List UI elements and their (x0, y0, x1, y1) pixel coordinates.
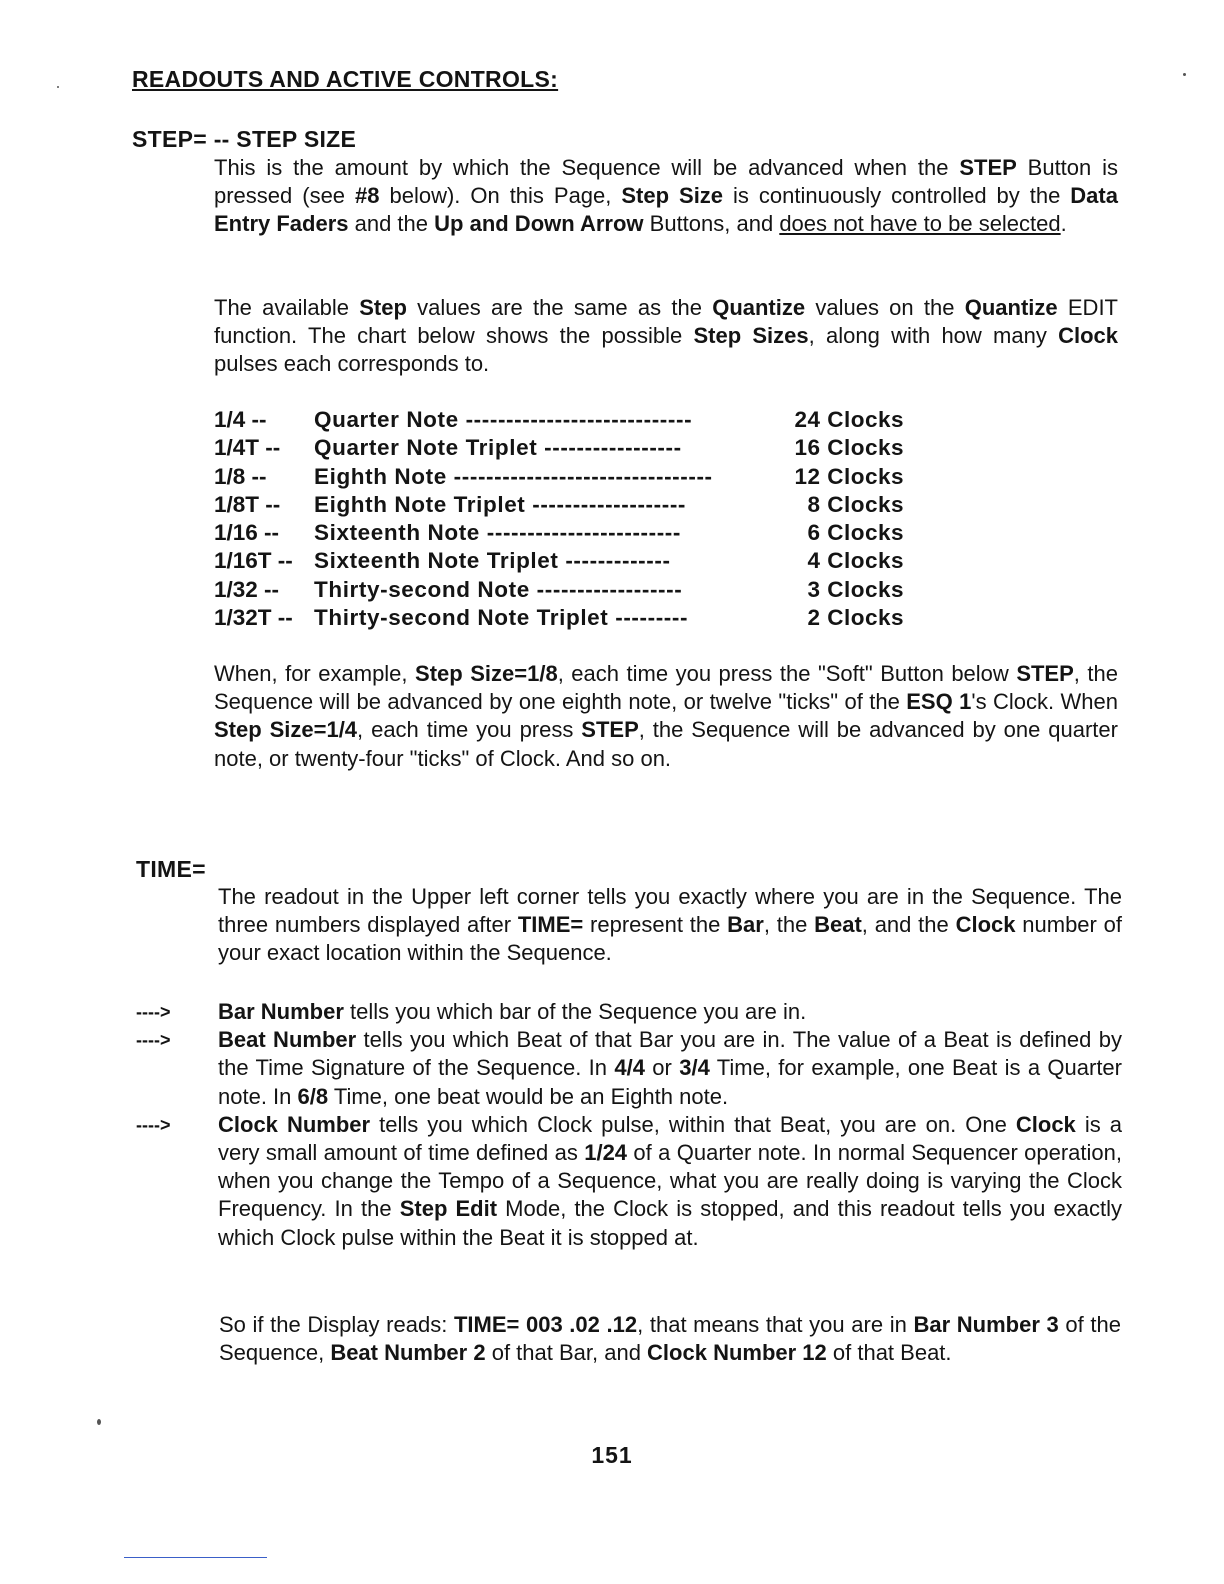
clock-table-row (214, 604, 914, 632)
arrow-bullet-icon: ----> (136, 1114, 171, 1135)
step-size-code: 1/8T -- (214, 491, 281, 517)
text-run: is continuously controlled by the (723, 183, 1071, 209)
text-run: represent the (583, 912, 728, 938)
clock-table-row (214, 519, 914, 547)
text-run: , the (763, 912, 815, 938)
text-run: or (644, 1055, 680, 1081)
bold-text: Data Entry Faders (214, 183, 1118, 237)
bold-text: Clock Number (218, 1111, 371, 1137)
note-name: Quarter Note ---------------------------- (314, 407, 693, 432)
time-example-paragraph (219, 1311, 1121, 1367)
note-name: Eighth Note Triplet ------------------- (314, 491, 687, 517)
text-run: number of your exact location within the Sequence. (218, 912, 1122, 966)
step-section-title: STEP= -- STEP SIZE (132, 126, 357, 152)
bold-text: Bar Number (218, 999, 344, 1024)
step-size-code: 1/8 -- (214, 463, 267, 489)
clock-count: 2 Clocks (807, 605, 904, 631)
step-size-code: 1/4T -- (214, 435, 281, 461)
bold-text: Step Edit (399, 1196, 498, 1222)
bold-text: Bar (727, 912, 764, 938)
text-run: , each time you press (357, 717, 582, 743)
time-readout-bullet-list (136, 998, 1126, 1252)
page-heading: READOUTS AND ACTIVE CONTROLS: (132, 66, 559, 92)
clock-count: 3 Clocks (807, 576, 904, 602)
bold-text: Step Size=1/8 (415, 661, 558, 686)
note-name: Thirty-second Note ------------------ (314, 576, 683, 602)
clock-table-row (214, 434, 914, 462)
text-run: , the Sequence will be advanced by one quarter note, or twenty-four "ticks" of Clock. And so on. (214, 717, 1118, 771)
clock-count: 6 Clocks (807, 520, 904, 546)
step-size-code: 1/32T -- (214, 605, 293, 631)
bold-text: Up and Down Arrow (434, 211, 644, 237)
bold-text: Clock (1015, 1111, 1076, 1137)
bold-text: Bar Number 3 (913, 1312, 1059, 1337)
bold-text: 1/24 (584, 1140, 628, 1166)
step-size-code: 1/4 -- (214, 407, 267, 432)
time-description-paragraph (218, 883, 1122, 968)
text-run: . (1060, 211, 1067, 237)
text-run: 's Clock. When (971, 689, 1119, 715)
text-run: EDIT function. The chart below shows the possible (214, 295, 1118, 349)
bold-text: #8 (355, 183, 380, 209)
step-size-code: 1/32 -- (214, 576, 280, 602)
scan-speck (1183, 73, 1186, 76)
bold-text: 6/8 (297, 1083, 329, 1109)
bold-text: Clock (1058, 323, 1119, 349)
bold-text: 3/4 (679, 1055, 710, 1081)
scan-speck (57, 86, 59, 88)
time-readout-bullet (136, 1026, 1126, 1111)
footer-rule (124, 1557, 267, 1558)
text-run: is a very small amount of time defined as (218, 1111, 1122, 1166)
arrow-bullet-icon: ----> (136, 1002, 171, 1022)
note-name: Sixteenth Note Triplet ------------- (314, 548, 671, 574)
text-run: So if the Display reads: (219, 1312, 454, 1337)
bold-text: Quantize (712, 295, 806, 320)
step-size-code: 1/16T -- (214, 548, 293, 574)
text-run: , the Sequence will be advanced by one eighth note, or twelve "ticks" of the (214, 661, 1118, 715)
clock-table-row (214, 463, 914, 491)
text-run: The readout in the Upper left corner tells you exactly where you are in the Sequence. The three numbers displayed after (218, 884, 1122, 938)
clock-table-row (214, 491, 914, 519)
text-run: This is the amount by which the Sequence will be advanced when the (214, 155, 960, 180)
time-section-title: TIME= (136, 856, 206, 882)
time-readout-bullet (136, 1111, 1126, 1252)
bullet-text (218, 1026, 1122, 1111)
text-run: of a Quarter note. In normal Sequencer operation, when you change the Tempo of a Sequence, what you are really doing is varying the Clock Frequency. In the (218, 1140, 1122, 1222)
text-run: values are the same as the (406, 295, 713, 320)
bold-text: STEP (1016, 661, 1074, 686)
text-run: Buttons, and (643, 211, 780, 237)
text-run: The available (214, 295, 360, 320)
text-run: below). On this Page, (379, 183, 622, 209)
step-values-paragraph (214, 294, 1118, 379)
clock-table-row (214, 547, 914, 575)
bold-text: Step Size=1/4 (214, 717, 358, 743)
text-run: Time, one beat would be an Eighth note. (328, 1083, 729, 1109)
text-run: tells you which Beat of that Bar you are in. The value of a Beat is defined by the Time Signature of the Sequence. In (218, 1027, 1122, 1081)
text-run: tells you which bar of the Sequence you are in. (343, 999, 807, 1024)
text-run: Time, for example, one Beat is a Quarter note. In (218, 1055, 1122, 1109)
step-size-code: 1/16 -- (214, 520, 280, 546)
note-name: Eighth Note -------------------------------- (314, 463, 713, 489)
text-run: When, for example, (214, 661, 416, 686)
text-run: tells you which Clock pulse, within that Beat, you are on. One (370, 1111, 1016, 1137)
clock-count: 4 Clocks (807, 548, 904, 574)
bold-text: Clock Number 12 (647, 1340, 827, 1366)
underlined-text: does not have to be selected (779, 211, 1061, 237)
bold-text: STEP (581, 717, 639, 743)
bold-text: Clock (955, 912, 1016, 938)
step-size-clock-table (214, 406, 914, 632)
arrow-bullet-icon: ----> (136, 1030, 171, 1051)
clock-table-row (214, 406, 914, 434)
text-run: pulses each corresponds to. (214, 351, 490, 377)
scan-speck (97, 1419, 101, 1425)
clock-count: 8 Clocks (807, 491, 904, 517)
step-example-paragraph (214, 660, 1118, 773)
bullet-text (218, 998, 1122, 1026)
bold-text: Beat Number 2 (330, 1340, 486, 1366)
clock-table-row (214, 576, 914, 604)
time-readout-bullet (136, 998, 1126, 1026)
text-run: , and the (861, 912, 956, 938)
bold-text: Step Size (621, 183, 724, 209)
bold-text: TIME= 003 .02 .12 (453, 1312, 638, 1337)
bold-text: STEP (959, 155, 1017, 180)
text-run: of the Sequence, (219, 1312, 1121, 1366)
page-number: 151 (591, 1442, 633, 1468)
text-run: , each time you press the "Soft" Button below (557, 661, 1017, 686)
clock-count: 16 Clocks (794, 435, 904, 461)
step-description-paragraph (214, 154, 1118, 239)
text-run: , that means that you are in (637, 1312, 914, 1337)
bold-text: Step (359, 295, 407, 320)
bold-text: Beat (814, 912, 862, 938)
text-run: and the (348, 211, 435, 237)
bold-text: 4/4 (614, 1055, 645, 1081)
bullet-text (218, 1111, 1122, 1252)
text-run: , along with how many (808, 323, 1059, 349)
clock-count: 12 Clocks (794, 463, 904, 489)
text-run: Button is pressed (see (214, 155, 1119, 209)
bold-text: Beat Number (218, 1027, 357, 1053)
bold-text: Quantize (964, 295, 1058, 320)
bold-text: ESQ 1 (906, 689, 972, 715)
note-name: Sixteenth Note ------------------------ (314, 520, 681, 546)
text-run: Mode, the Clock is stopped, and this readout tells you exactly which Clock pulse within the Beat it is stopped at. (218, 1196, 1122, 1250)
text-run: of that Beat. (826, 1340, 952, 1366)
note-name: Thirty-second Note Triplet --------- (314, 605, 689, 631)
bold-text: Step Sizes (693, 323, 809, 349)
text-run: values on the (805, 295, 965, 320)
bold-text: TIME= (517, 912, 584, 938)
text-run: of that Bar, and (485, 1340, 648, 1366)
note-name: Quarter Note Triplet ----------------- (314, 435, 682, 461)
clock-count: 24 Clocks (794, 407, 904, 432)
